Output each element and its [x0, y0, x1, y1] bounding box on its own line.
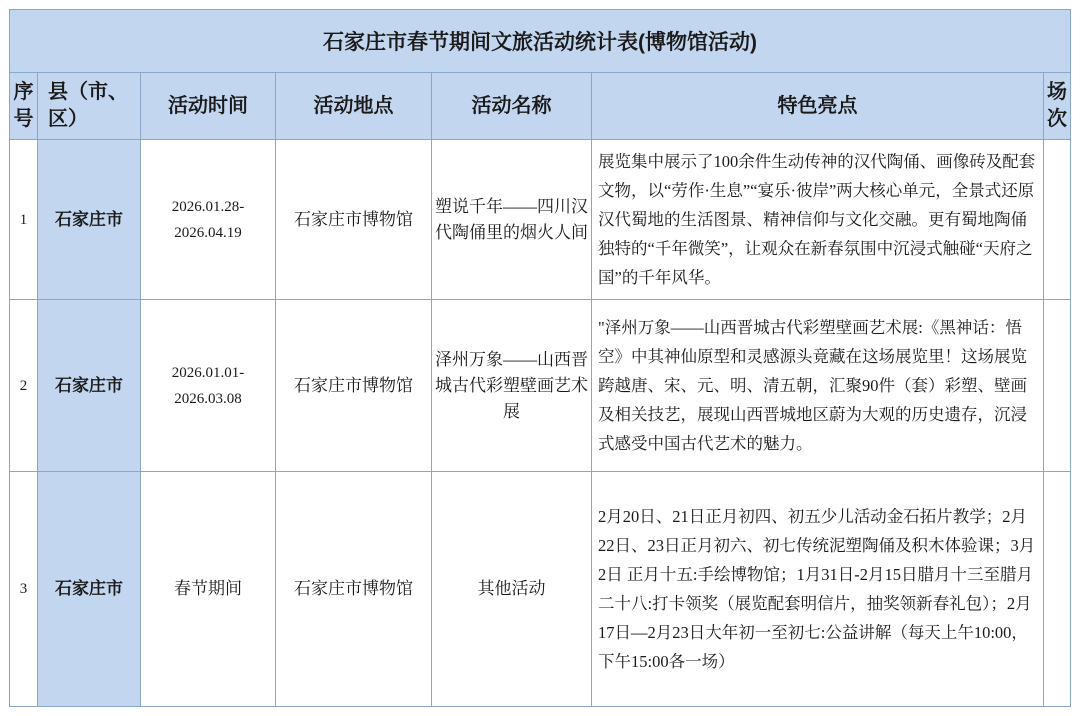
row-venue: 石家庄市博物馆 [276, 472, 432, 707]
row-feature: 2月20日、21日正月初四、初五少儿活动金石拓片教学；2月22日、23日正月初六、初七传统泥塑陶俑及积木体验课；3月2日 正月十五:手绘博物馆；1月31日-2月15日腊月十三至腊月二十八:打卡领奖（展览配套明信片，抽奖领新春礼包）；2月17日—2月23日大年初一至初七:公益讲解（每天上午10:00，下午15:00各一场） [592, 472, 1044, 707]
header-name: 活动名称 [432, 73, 592, 140]
row-index: 3 [10, 472, 38, 707]
header-row [10, 73, 1071, 140]
table-row [10, 140, 1071, 300]
header-time: 活动时间 [141, 73, 276, 140]
row-index: 2 [10, 300, 38, 472]
row-time: 春节期间 [141, 472, 276, 707]
row-county: 石家庄市 [38, 300, 141, 472]
row-venue: 石家庄市博物馆 [276, 300, 432, 472]
row-venue: 石家庄市博物馆 [276, 140, 432, 300]
row-county: 石家庄市 [38, 140, 141, 300]
row-activity-name: 其他活动 [432, 472, 592, 707]
row-activity-name: 泽州万象——山西晋城古代彩塑壁画艺术展 [432, 300, 592, 472]
table-title: 石家庄市春节期间文旅活动统计表(博物馆活动) [10, 10, 1071, 73]
header-venue: 活动地点 [276, 73, 432, 140]
row-sessions [1044, 472, 1071, 707]
row-sessions [1044, 140, 1071, 300]
row-county: 石家庄市 [38, 472, 141, 707]
row-time: 2026.01.01-2026.03.08 [141, 300, 276, 472]
activity-table [9, 9, 1071, 707]
row-index: 1 [10, 140, 38, 300]
header-sessions: 场次 [1044, 73, 1071, 140]
table-row [10, 300, 1071, 472]
header-feature: 特色亮点 [592, 73, 1044, 140]
row-feature: 展览集中展示了100余件生动传神的汉代陶俑、画像砖及配套文物，以“劳作·生息”“宴乐·彼岸”两大核心单元，全景式还原汉代蜀地的生活图景、精神信仰与文化交融。更有蜀地陶俑独特的“千年微笑”，让观众在新春氛围中沉浸式触碰“天府之国”的千年风华。 [592, 140, 1044, 300]
header-index: 序号 [10, 73, 38, 140]
row-activity-name: 塑说千年——四川汉代陶俑里的烟火人间 [432, 140, 592, 300]
header-county: 县（市、区） [38, 73, 141, 140]
row-time: 2026.01.28-2026.04.19 [141, 140, 276, 300]
table-row [10, 472, 1071, 707]
row-sessions [1044, 300, 1071, 472]
row-feature: "泽州万象——山西晋城古代彩塑壁画艺术展:《黑神话：悟空》中其神仙原型和灵感源头竟藏在这场展览里！这场展览跨越唐、宋、元、明、清五朝，汇聚90件（套）彩塑、壁画及相关技艺，展现山西晋城地区蔚为大观的历史遗存，沉浸式感受中国古代艺术的魅力。 [592, 300, 1044, 472]
